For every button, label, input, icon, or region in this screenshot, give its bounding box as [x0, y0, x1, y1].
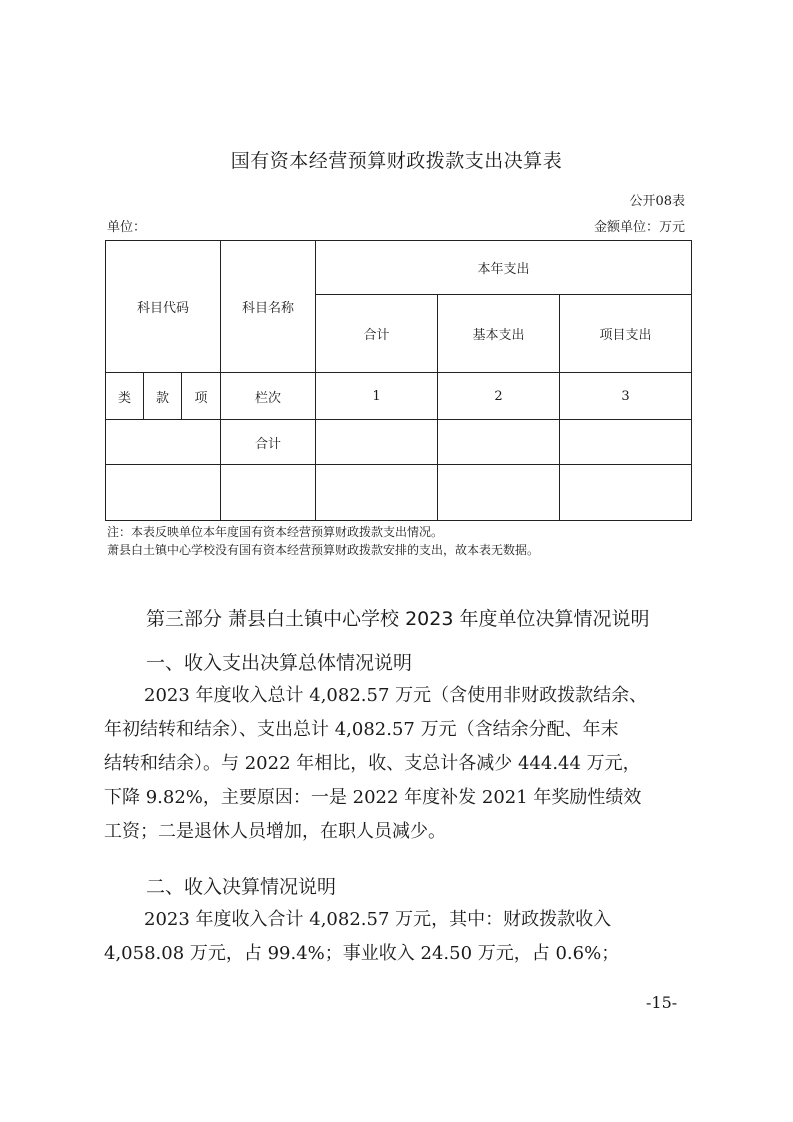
overview-line-1: 2023 年度收入总计 4,082.57 万元（含使用非财政拨款结余、	[144, 685, 648, 706]
total-row-project	[560, 420, 692, 465]
header-current-year-expenditure: 本年支出	[316, 241, 692, 295]
amount-unit: 金额单位：万元	[593, 220, 685, 235]
overview-line-3: 结转和结余）。与 2022 年相比，收、支总计各减少 444.44 万元，	[104, 753, 641, 774]
income-line-1: 2023 年度收入合计 4,082.57 万元，其中：财政拨款收入	[144, 909, 612, 930]
header-total: 合计	[316, 295, 438, 373]
total-row-code	[106, 420, 221, 465]
header-lanci: 栏次	[221, 373, 316, 420]
header-basic-expenditure: 基本支出	[438, 295, 560, 373]
total-row-total	[316, 420, 438, 465]
column-number-3: 3	[560, 373, 692, 420]
header-lei: 类	[106, 373, 144, 420]
table-row-empty-name	[221, 465, 316, 521]
page-number: -15-	[646, 993, 678, 1012]
section-heading: 第三部分 萧县白土镇中心学校 2023 年度单位决算情况说明	[146, 608, 650, 630]
column-number-1: 1	[316, 373, 438, 420]
total-row-label: 合计	[221, 420, 316, 465]
header-kuan: 款	[144, 373, 182, 420]
subheading-overview: 一、收入支出决算总体情况说明	[146, 652, 413, 674]
overview-line-5: 工资；二是退休人员增加，在职人员减少。	[104, 821, 446, 842]
overview-line-2: 年初结转和结余）、支出总计 4,082.57 万元（含结余分配、年末	[104, 719, 619, 740]
header-subject-code: 科目代码	[106, 241, 221, 373]
total-row-basic	[438, 420, 560, 465]
header-xiang: 项	[182, 373, 221, 420]
unit-label: 单位：	[107, 220, 147, 235]
page-title: 国有资本经营预算财政拨款支出决算表	[230, 150, 563, 172]
table-row-empty-total	[316, 465, 438, 521]
table-note-1: 注：本表反映单位本年度国有资本经营预算财政拨款支出情况。	[107, 525, 444, 539]
income-paragraph	[104, 903, 693, 971]
subheading-income: 二、收入决算情况说明	[146, 876, 337, 898]
overview-paragraph	[104, 679, 693, 849]
table-code: 公开08表	[629, 194, 685, 209]
table-row-empty-project	[560, 465, 692, 521]
table-note-2: 萧县白土镇中心学校没有国有资本经营预算财政拨款安排的支出，故本表无数据。	[107, 543, 540, 557]
header-subject-name: 科目名称	[221, 241, 316, 373]
overview-line-4: 下降 9.82%，主要原因：一是 2022 年度补发 2021 年奖励性绩效	[104, 787, 642, 808]
column-number-2: 2	[438, 373, 560, 420]
income-line-2: 4,058.08 万元，占 99.4%；事业收入 24.50 万元，占 0.6%；	[104, 943, 620, 964]
table-row-empty-basic	[438, 465, 560, 521]
table-row-empty-code	[106, 465, 221, 521]
expenditure-table	[105, 240, 692, 521]
header-project-expenditure: 项目支出	[560, 295, 692, 373]
